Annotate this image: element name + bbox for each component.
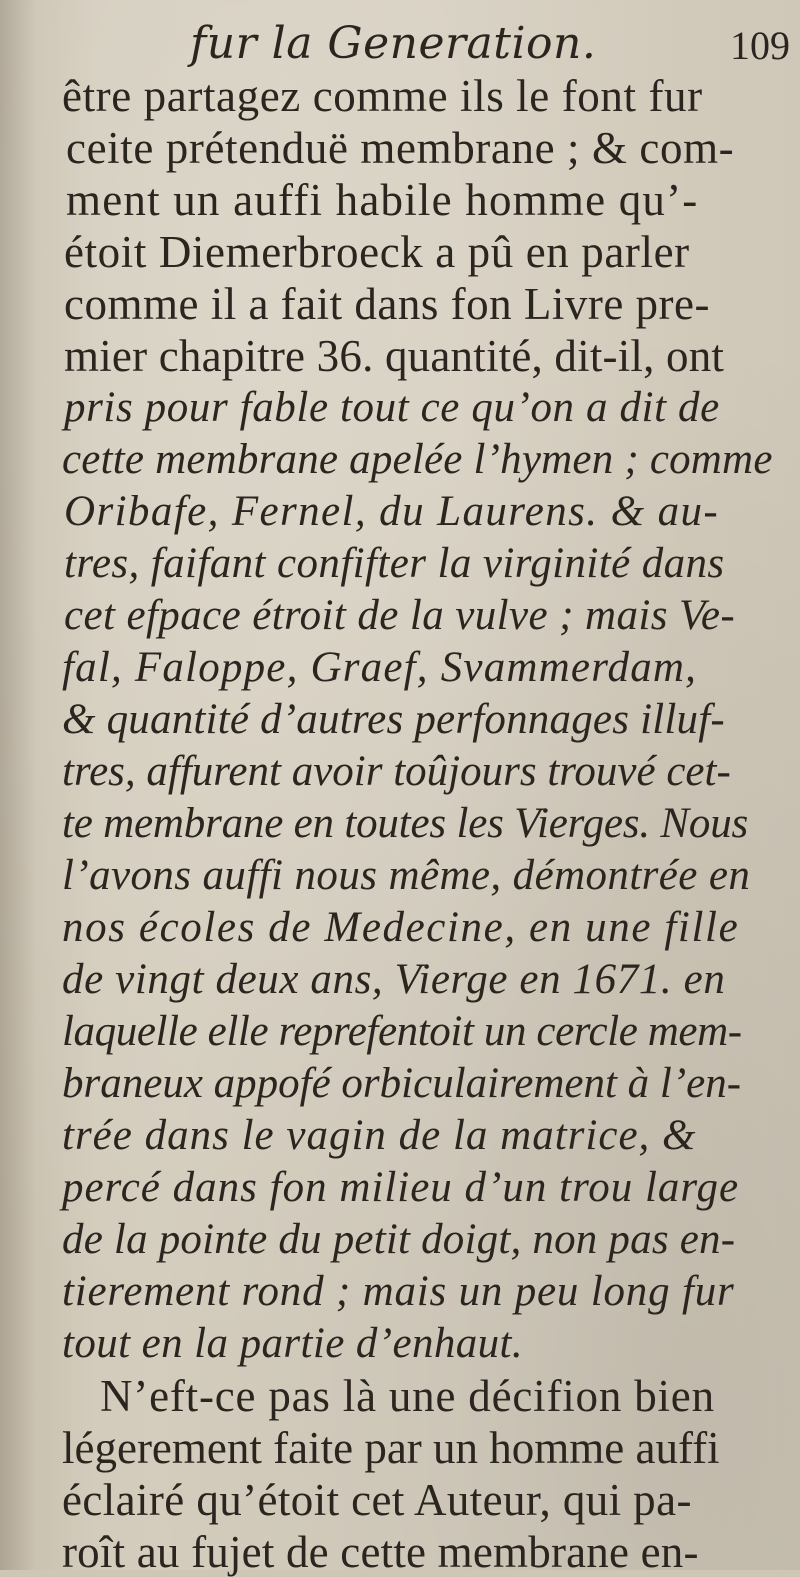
text-line: ceite prétenduë membrane ; & com- bbox=[66, 123, 735, 173]
text-line: percé dans fon milieu d’un trou large bbox=[62, 1164, 740, 1211]
text-line: trée dans le vagin de la matrice, & bbox=[62, 1112, 697, 1159]
text-line: comme il a fait dans fon Livre pre- bbox=[64, 279, 711, 329]
text-line: éclairé qu’étoit cet Auteur, qui pa- bbox=[62, 1475, 692, 1525]
text-line: fal, Faloppe, Graef, Svammerdam, bbox=[62, 644, 698, 691]
text-line: nos écoles de Medecine, en une fille bbox=[62, 904, 740, 951]
text-line: braneux appofé orbiculairement à l’en- bbox=[62, 1060, 742, 1107]
text-line: de la pointe du petit doigt, non pas en- bbox=[62, 1216, 736, 1263]
text-line: être partagez comme ils le font fur bbox=[62, 71, 703, 121]
text-line: de vingt deux ans, Vierge en 1671. en bbox=[62, 956, 726, 1003]
text-line: cette membrane apelée l’hymen ; comme bbox=[62, 436, 773, 483]
text-line: laquelle elle reprefentoit un cercle mem- bbox=[62, 1008, 742, 1055]
text-line: légerement faite par un homme auffi bbox=[62, 1423, 720, 1473]
text-line: N’eft-ce pas là une décifion bien bbox=[100, 1371, 715, 1421]
text-line: te membrane en toutes les Vierges. Nous bbox=[62, 800, 749, 847]
page-number: 109 bbox=[730, 23, 790, 68]
text-line: ment un auffi habile homme qu’- bbox=[66, 175, 699, 225]
text-line: Oribafe, Fernel, du Laurens. & au- bbox=[64, 488, 720, 535]
running-title: fur la Generation. bbox=[190, 18, 597, 69]
text-line: roît au fujet de cette membrane en- bbox=[62, 1527, 699, 1577]
text-line: tres, faifant confifter la virginité dans bbox=[64, 540, 725, 587]
text-line: pris pour fable tout ce qu’on a dit de bbox=[64, 384, 720, 431]
text-line: tout en la partie d’enhaut. bbox=[62, 1320, 524, 1367]
text-line: & quantité d’autres perfonnages illuf- bbox=[62, 696, 725, 743]
text-line: cet efpace étroit de la vulve ; mais Ve- bbox=[64, 592, 736, 639]
text-line: mier chapitre 36. quantité, dit-il, ont bbox=[64, 331, 725, 381]
text-line: tierement rond ; mais un peu long fur bbox=[62, 1268, 735, 1315]
text-line: tres, affurent avoir toûjours trouvé cet- bbox=[62, 748, 731, 795]
text-line: l’avons auffi nous même, démontrée en bbox=[62, 852, 751, 899]
text-line: étoit Diemerbroeck a pû en parler bbox=[64, 227, 690, 277]
